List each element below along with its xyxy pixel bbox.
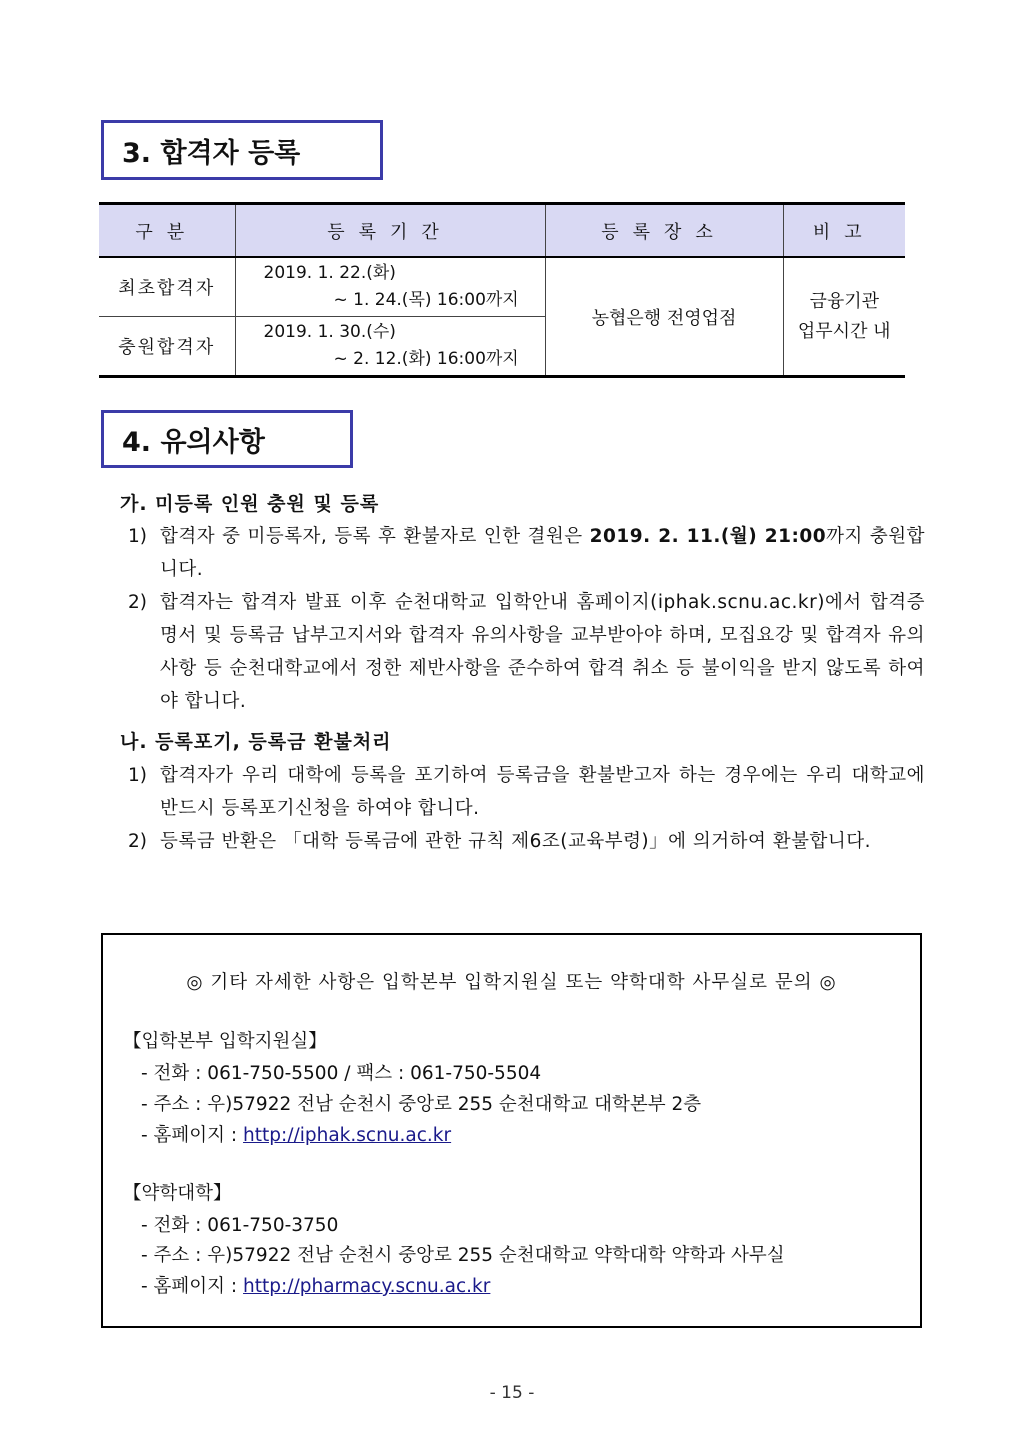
page-number: - 15 - (489, 1383, 535, 1403)
office-2-name: 【약학대학】 (123, 1183, 232, 1204)
item-number: 1) (128, 765, 147, 786)
item-number: 2) (128, 831, 147, 852)
note-line-1: 금융기관 (809, 290, 880, 312)
office-2-address: - 주소 : 우)57922 전남 순천시 중앙로 255 순천대학교 약학대학 약학과 사무실 (141, 1245, 785, 1266)
section-3-heading (101, 120, 383, 180)
section-4-title: 4. 유의사항 (122, 426, 265, 458)
item-number: 2) (128, 592, 147, 613)
row-period (235, 257, 545, 317)
table-header-row (99, 204, 905, 258)
list-item (128, 759, 925, 825)
table-row (99, 257, 905, 317)
office-1-homepage-link[interactable]: http://iphak.scnu.ac.kr (243, 1125, 452, 1146)
item-text-post: 까지 충원합니다. (160, 526, 925, 580)
contact-title: ◎ 기타 자세한 사항은 입학본부 입학지원실 또는 약학대학 사무실로 문의 ◎ (186, 972, 837, 993)
list-item (128, 586, 925, 718)
list-item (128, 825, 925, 858)
office-2-phone: - 전화 : 061-750-3750 (141, 1215, 339, 1236)
row-category: 최초합격자 (99, 257, 235, 317)
item-text-pre: 합격자 중 미등록자, 등록 후 환불자로 인한 결원은 (160, 526, 590, 547)
registration-table (99, 202, 905, 378)
office-2-homepage (141, 1272, 490, 1298)
section-4-heading (101, 410, 353, 468)
item-text: 등록금 반환은 「대학 등록금에 관한 규칙 제6조(교육부령)」에 의거하여 환불합니다. (160, 831, 872, 852)
header-category: 구분 (99, 204, 235, 258)
contact-box (101, 933, 922, 1328)
item-text: 합격자는 합격자 발표 이후 순천대학교 입학안내 홈페이지(iphak.scnu.ac.kr)에서 합격증명서 및 등록금 납부고지서와 합격자 유의사항을 교부받아야 하며, 모집요강 및 합격자 유의사항 등 순천대학교에서 정한 제반사항을 준수하여 합격 취소 등 불이익을 받지 않도록 하여야 합니다. (160, 592, 925, 712)
item-text-date: 2019. 2. 11.(월) 21:00 (589, 526, 827, 547)
note-line-2: 업무시간 내 (797, 320, 891, 342)
list-item (128, 520, 925, 586)
row-period (235, 317, 545, 377)
office-2-homepage-link[interactable]: http://pharmacy.scnu.ac.kr (243, 1276, 491, 1297)
header-place: 등록장소 (545, 204, 783, 258)
item-text: 합격자가 우리 대학에 등록을 포기하여 등록금을 환불받고자 하는 경우에는 우리 대학교에 반드시 등록포기신청을 하여야 합니다. (160, 765, 925, 819)
item-text (160, 520, 925, 586)
header-period: 등록기간 (235, 204, 545, 258)
subsection-b-title: 나. 등록포기, 등록금 환불처리 (120, 731, 392, 753)
item-number: 1) (128, 526, 147, 547)
office-1-homepage (141, 1121, 451, 1147)
homepage-label: - 홈페이지 : (141, 1276, 244, 1297)
homepage-label: - 홈페이지 : (141, 1125, 244, 1146)
office-1-phone: - 전화 : 061-750-5500 / 팩스 : 061-750-5504 (141, 1063, 542, 1084)
section-3-title: 3. 합격자 등록 (122, 137, 301, 169)
period-start: 2019. 1. 30.(수) (263, 322, 396, 342)
registration-note (783, 257, 905, 377)
registration-place: 농협은행 전영업점 (545, 257, 783, 377)
row-category: 충원합격자 (99, 317, 235, 377)
office-1-address: - 주소 : 우)57922 전남 순천시 중앙로 255 순천대학교 대학본부 2층 (141, 1094, 702, 1115)
period-start: 2019. 1. 22.(화) (263, 263, 396, 283)
period-end: ~ 2. 12.(화) 16:00까지 (333, 349, 519, 369)
header-note: 비고 (783, 204, 905, 258)
office-1-name: 【입학본부 입학지원실】 (123, 1031, 327, 1052)
period-end: ~ 1. 24.(목) 16:00까지 (333, 290, 519, 310)
subsection-a-title: 가. 미등록 인원 충원 및 등록 (120, 493, 380, 515)
